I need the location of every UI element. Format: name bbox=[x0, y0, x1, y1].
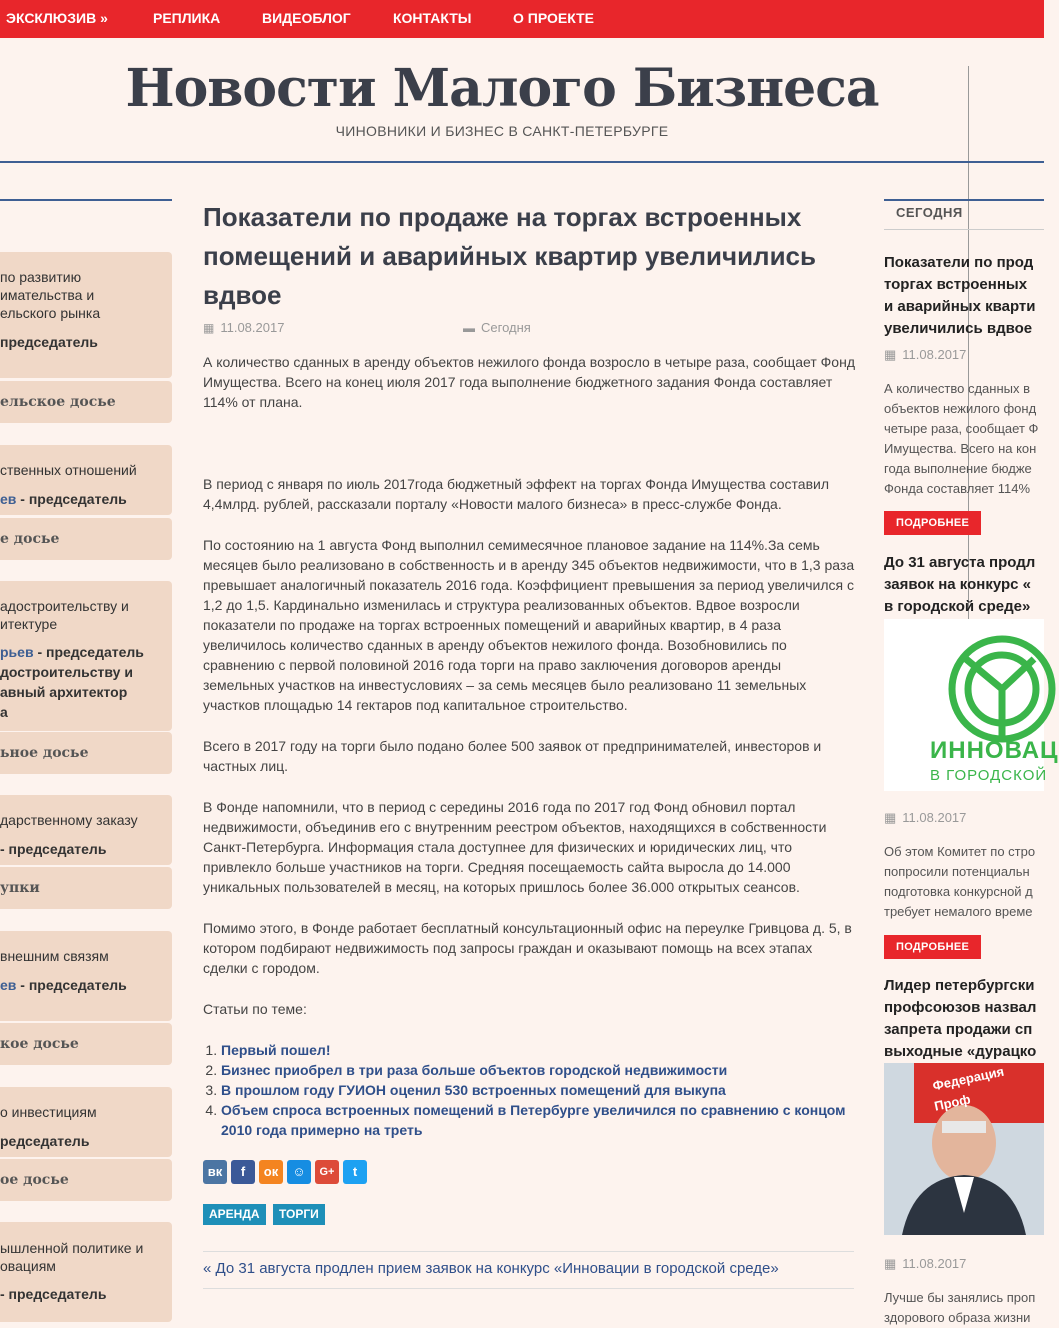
title-line: выходные «дурацко bbox=[884, 1043, 1037, 1060]
more-button[interactable]: ПОДРОБНЕЕ bbox=[884, 511, 981, 535]
article-paragraph: По состоянию на 1 августа Фонд выполнил семимесячное плановое задание на 114%.За семь месяцев было реализовано в собственность и в аренду 345 объектов недвижимости, что в 1,3 раза превышает аналогичный показатель 2016 года. Коэффициент превышения за период увеличился с 1,2 до 1,5. Кардинально изменилась и структура реализованных объектов. Вдвое возросли показатели по продаже на торгах встроенных помещений и аварийных квартир, в 4 раза увеличилось количество сданных в аренду объектов нежилого фонда. Возобновились по сравнению с первой половиной 2016 года торги на право заключения договоров аренды земельных участков на инвестусловиях – за семь месяцев было реализовано 11 земельных участков площадью 14 гектаров под капитальное строительство. bbox=[203, 537, 855, 713]
sidebar-item-image[interactable] bbox=[884, 1063, 1044, 1235]
committee-chair-title: а bbox=[0, 704, 8, 720]
image-caption: Федерация bbox=[931, 1063, 1006, 1094]
dossier-link[interactable]: ьное досье bbox=[0, 732, 172, 774]
image-caption: ИННОВАЦ bbox=[930, 737, 1059, 764]
calendar-icon: ▦ bbox=[884, 810, 897, 825]
sidebar-heading-rule bbox=[884, 229, 1044, 230]
title-line: запрета продажи сп bbox=[884, 1021, 1033, 1038]
vk-icon[interactable]: вк bbox=[203, 1160, 227, 1184]
title-line: Показатели по прод bbox=[884, 254, 1034, 271]
committee-name-line: овациям bbox=[0, 1258, 56, 1274]
article-category[interactable] bbox=[463, 320, 531, 335]
committee-name-line: по развитию bbox=[0, 269, 82, 285]
image-caption: Проф bbox=[932, 1091, 972, 1114]
committee-chair-name[interactable]: рьев bbox=[0, 644, 34, 660]
site-logo[interactable]: Новости Малого Бизнеса bbox=[125, 58, 879, 119]
excerpt-line: Лучше бы занялись проп bbox=[884, 1290, 1036, 1305]
related-heading: Статьи по теме: bbox=[203, 1001, 307, 1017]
date-text: 11.08.2017 bbox=[902, 347, 967, 362]
excerpt-line: Об этом Комитет по стро bbox=[884, 844, 1036, 859]
sidebar-item-excerpt bbox=[884, 379, 1044, 499]
prev-post-link[interactable]: « До 31 августа продлен прием заявок на конкурс «Инновации в городской среде» bbox=[203, 1260, 779, 1277]
committee-name-line: имательства и bbox=[0, 287, 95, 303]
dossier-link[interactable]: кое досье bbox=[0, 1023, 172, 1065]
excerpt-line: четыре раза, сообщает Ф bbox=[884, 421, 1039, 436]
excerpt-line: подготовка конкурсной д bbox=[884, 884, 1033, 899]
person-photo-icon bbox=[884, 1063, 1044, 1235]
excerpt-line: здорового образа жизни bbox=[884, 1310, 1031, 1325]
title-line: Лидер петербургски bbox=[884, 977, 1035, 994]
sidebar-item-date bbox=[884, 347, 966, 363]
sidebar-item-title[interactable] bbox=[884, 252, 1044, 340]
sidebar-item-excerpt bbox=[884, 1288, 1044, 1328]
committee-name-line: итектуре bbox=[0, 616, 58, 632]
nav-replica[interactable]: РЕПЛИКА bbox=[153, 10, 221, 26]
committee-chair: - председатель bbox=[0, 841, 107, 857]
sidebar-item-title[interactable] bbox=[884, 975, 1044, 1063]
sidebar-item-date bbox=[884, 810, 966, 826]
related-link[interactable]: В прошлом году ГУИОН оценил 530 встроенных помещений для выкупа bbox=[221, 1082, 726, 1098]
sidebar-item-image[interactable] bbox=[884, 619, 1059, 791]
committee-name-line: внешним связям bbox=[0, 948, 109, 964]
tag-arenda[interactable]: АРЕНДА bbox=[203, 1204, 266, 1225]
right-column-rule bbox=[884, 199, 1044, 201]
related-link[interactable]: Первый пошел! bbox=[221, 1042, 331, 1058]
left-column-rule bbox=[0, 199, 172, 201]
committee-chair: - председатель bbox=[0, 1286, 107, 1302]
article-paragraph: Помимо этого, в Фонде работает бесплатный консультационный офис на переулке Гривцова д. 5, в котором подбирают недвижимость под запросы граждан и оказывают помощь на всех этапах сделки с городом. bbox=[203, 920, 852, 976]
excerpt-line: года выполнение бюдже bbox=[884, 461, 1032, 476]
dossier-link[interactable]: ельское досье bbox=[0, 381, 172, 423]
sidebar-item-title[interactable] bbox=[884, 552, 1044, 618]
excerpt-line: объектов нежилого фонд bbox=[884, 401, 1037, 416]
title-line: До 31 августа продл bbox=[884, 554, 1036, 571]
site-tagline: ЧИНОВНИКИ И БИЗНЕС В САНКТ-ПЕТЕРБУРГЕ bbox=[335, 123, 669, 139]
calendar-icon: ▦ bbox=[884, 1256, 897, 1271]
article-date bbox=[203, 320, 284, 335]
related-item bbox=[221, 1040, 855, 1060]
committee-card[interactable] bbox=[0, 445, 172, 515]
tag-torgi[interactable]: ТОРГИ bbox=[273, 1204, 325, 1225]
date-text: 11.08.2017 bbox=[902, 1256, 967, 1271]
committee-name-line: ельского рынка bbox=[0, 305, 101, 321]
committee-name-line: о инвестициям bbox=[0, 1104, 97, 1120]
more-button[interactable]: ПОДРОБНЕЕ bbox=[884, 935, 981, 959]
committee-name-line: ышленной политике и bbox=[0, 1240, 144, 1256]
committee-name-line: ственных отношений bbox=[0, 462, 137, 478]
calendar-icon: ▦ bbox=[884, 347, 897, 362]
facebook-icon[interactable]: f bbox=[231, 1160, 255, 1184]
excerpt-line: попросили потенциальн bbox=[884, 864, 1030, 879]
article-title: Показатели по продаже на торгах встроенных помещений и аварийных квартир увеличились вдвое bbox=[203, 202, 816, 310]
excerpt-line: Фонда составляет 114% bbox=[884, 481, 1031, 496]
related-link[interactable]: Бизнес приобрел в три раза больше объектов городской недвижимости bbox=[221, 1062, 728, 1078]
excerpt-line: А количество сданных в bbox=[884, 381, 1031, 396]
header-divider bbox=[0, 161, 1044, 163]
related-articles bbox=[203, 1040, 855, 1140]
committee-chair: редседатель bbox=[0, 1133, 90, 1149]
title-line: торгах встроенных bbox=[884, 276, 1028, 293]
image-caption: В ГОРОДСКОЙ bbox=[930, 767, 1048, 784]
committee-card[interactable] bbox=[0, 795, 172, 865]
sidebar-heading: СЕГОДНЯ bbox=[896, 205, 963, 220]
article-paragraph: В период с января по июль 2017года бюджетный эффект на торгах Фонда Имущества составил 4,4млрд. рублей, рассказали порталу «Новости малого бизнеса» в пресс-службе Фонда. bbox=[203, 476, 830, 512]
committee-card[interactable] bbox=[0, 931, 172, 1021]
related-link[interactable]: Объем спроса встроенных помещений в Петербурге увеличился по сравнению с концом 2010 года примерно на треть bbox=[221, 1102, 846, 1138]
committee-chair-title: авный архитектор bbox=[0, 684, 128, 700]
dossier-link[interactable]: упки bbox=[0, 867, 172, 909]
title-line: и аварийных кварти bbox=[884, 298, 1036, 315]
committee-name-line: адостроительству и bbox=[0, 598, 129, 614]
twitter-icon[interactable]: t bbox=[343, 1160, 367, 1184]
sidebar-item-excerpt bbox=[884, 842, 1044, 922]
dossier-link[interactable]: ое досье bbox=[0, 1159, 172, 1201]
committee-name-line: дарственному заказу bbox=[0, 812, 138, 828]
top-navigation bbox=[0, 0, 1044, 38]
nav-about[interactable]: О ПРОЕКТЕ bbox=[513, 10, 595, 26]
title-line: увеличились вдвое bbox=[884, 320, 1033, 337]
related-item bbox=[221, 1100, 855, 1140]
google-plus-icon[interactable]: G+ bbox=[315, 1160, 339, 1184]
related-item bbox=[221, 1060, 855, 1080]
prev-post-nav bbox=[203, 1251, 854, 1289]
moimir-icon[interactable]: ☺ bbox=[287, 1160, 311, 1184]
date-text: 11.08.2017 bbox=[902, 810, 967, 825]
committee-chair-title: достроительству и bbox=[0, 664, 133, 680]
folder-icon: ▬ bbox=[463, 321, 475, 335]
article-category-text[interactable]: Сегодня bbox=[481, 320, 531, 335]
committee-chair: - председатель bbox=[16, 977, 127, 993]
nav-exclusive[interactable]: ЭКСКЛЮЗИВ » bbox=[6, 10, 108, 26]
nav-contacts[interactable]: КОНТАКТЫ bbox=[393, 10, 472, 26]
excerpt-line: требует немалого време bbox=[884, 904, 1033, 919]
article-paragraph: В Фонде напомнили, что в период с середины 2016 года по 2017 год Фонд обновил портал недвижимости, объединив его с внутренним реестром объектов, находящихся в собственности Санкт-Петербурга. Информация стала доступнее для физических и юридических лиц, что привлекло больше участников на торги. Средняя посещаемость сайта выросла до 14.000 уникальных пользователей в месяц, на которых пришлось более 36.000 открытых сеансов. bbox=[203, 799, 827, 895]
committee-chair: председатель bbox=[0, 334, 98, 350]
excerpt-line: Имущества. Всего на кон bbox=[884, 441, 1037, 456]
innovation-logo-icon bbox=[884, 619, 1044, 791]
committee-card[interactable] bbox=[0, 581, 172, 731]
odnoklassniki-icon[interactable]: ок bbox=[259, 1160, 283, 1184]
title-line: профсоюзов назвал bbox=[884, 999, 1037, 1016]
committee-card[interactable] bbox=[0, 252, 172, 378]
dossier-link[interactable]: е досье bbox=[0, 518, 172, 560]
committee-chair: - председатель bbox=[33, 644, 144, 660]
calendar-icon: ▦ bbox=[203, 321, 215, 335]
committee-chair-name[interactable]: ев bbox=[0, 491, 17, 507]
article-paragraph: А количество сданных в аренду объектов нежилого фонда возросло в четыре раза, сообщает Фонд Имущества. Всего на конец июля 2017 года выполнение бюджетного задания Фонда составляет 114% от плана. bbox=[203, 354, 855, 410]
committee-chair: - председатель bbox=[16, 491, 127, 507]
committee-card[interactable] bbox=[0, 1222, 172, 1322]
article-date-text: 11.08.2017 bbox=[220, 320, 285, 335]
sidebar-item-date bbox=[884, 1256, 966, 1272]
title-line: заявок на конкурс « bbox=[884, 576, 1031, 593]
article-paragraph: Всего в 2017 году на торги было подано более 500 заявок от предпринимателей, инвесторов и частных лиц. bbox=[203, 738, 822, 774]
nav-videoblog[interactable]: ВИДЕОБЛОГ bbox=[262, 10, 351, 26]
committee-chair-name[interactable]: ев bbox=[0, 977, 17, 993]
title-line: в городской среде» bbox=[884, 598, 1031, 615]
committee-card[interactable] bbox=[0, 1087, 172, 1157]
related-item bbox=[221, 1080, 855, 1100]
